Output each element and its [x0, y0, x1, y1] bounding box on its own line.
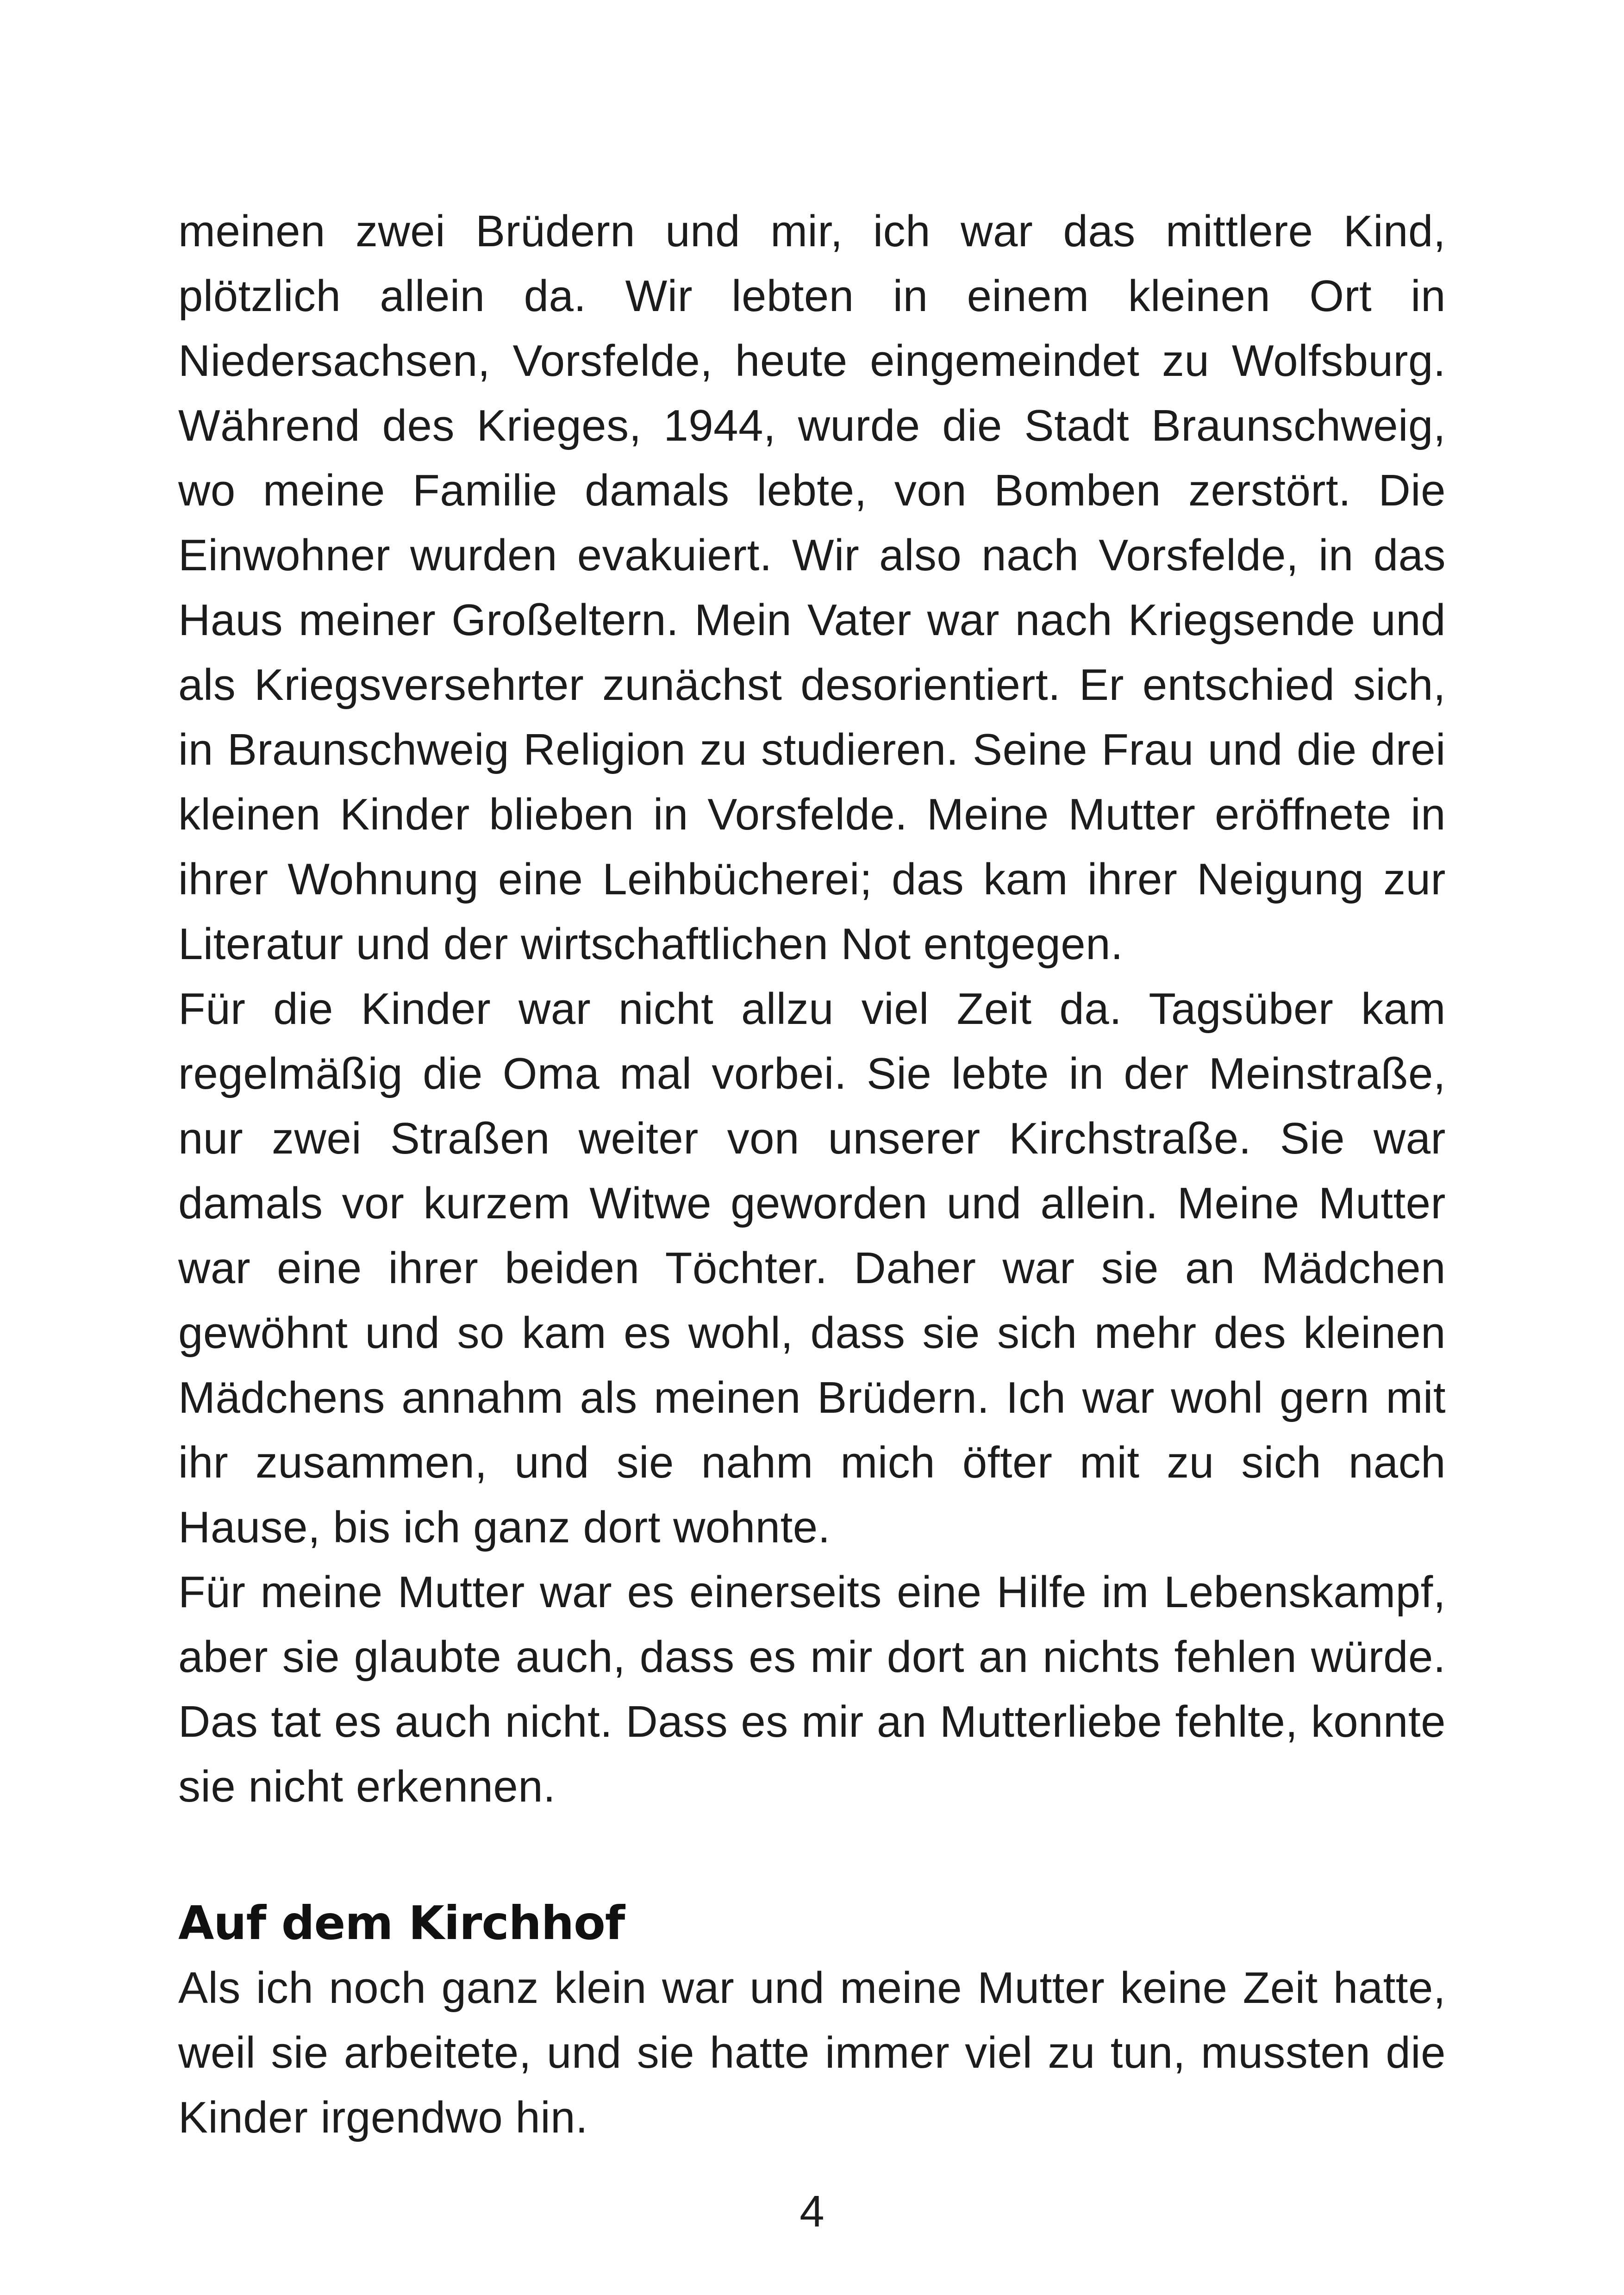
page-body-text [178, 199, 1446, 2150]
page-footer [0, 2179, 1624, 2244]
page-number: 4 [800, 2187, 824, 2236]
paragraph-kirchhof-intro: Als ich noch ganz klein war und meine Mutter keine Zeit hatte, weil sie arbeitete, und sie hatte immer viel zu tun, mussten die Kinder irgendwo hin. [178, 1963, 1446, 2142]
section-heading-auf-dem-kirchhof: Auf dem Kirchhof [178, 1896, 625, 1950]
paragraph-grandmother: Für die Kinder war nicht allzu viel Zeit da. Tagsüber kam regelmäßig die Oma mal vorbei. Sie lebte in der Meinstraße, nur zwei Straßen weiter von unserer Kirchstraße. Sie war damals vor kurzem Witwe geworden und allein. Meine Mutter war eine ihrer beiden Töchter. Daher war sie an Mädchen gewöhnt und so kam es wohl, dass sie sich mehr des kleinen Mädchens annahm als meinen Brüdern. Ich war wohl gern mit ihr zusammen, und sie nahm mich öfter mit zu sich nach Hause, bis ich ganz dort wohnte. [178, 984, 1446, 1552]
paragraph-family-history: meinen zwei Brüdern und mir, ich war das mittlere Kind, plötzlich allein da. Wir lebten in einem kleinen Ort in Niedersachsen, Vorsfelde, heute eingemeindet zu Wolfsburg. Während des Krieges, 1944, wurde die Stadt Braunschweig, wo meine Familie damals lebte, von Bomben zerstört. Die Einwohner wurden evakuiert. Wir also nach Vorsfelde, in das Haus meiner Großeltern. Mein Vater war nach Kriegsende und als Kriegsversehrter zunächst desorientiert. Er entschied sich, in Braunschweig Religion zu studieren. Seine Frau und die drei kleinen Kinder blieben in Vorsfelde. Meine Mutter eröffnete in ihrer Wohnung eine Leihbücherei; das kam ihrer Neigung zur Literatur und der wirtschaftlichen Not entgegen. [178, 206, 1446, 969]
paragraph-mother-reflection: Für meine Mutter war es einerseits eine Hilfe im Lebenskampf, aber sie glaubte auch, dass es mir dort an nichts fehlen würde. Das tat es auch nicht. Dass es mir an Mutterliebe fehlte, konnte sie nicht erkennen. [178, 1567, 1446, 1811]
